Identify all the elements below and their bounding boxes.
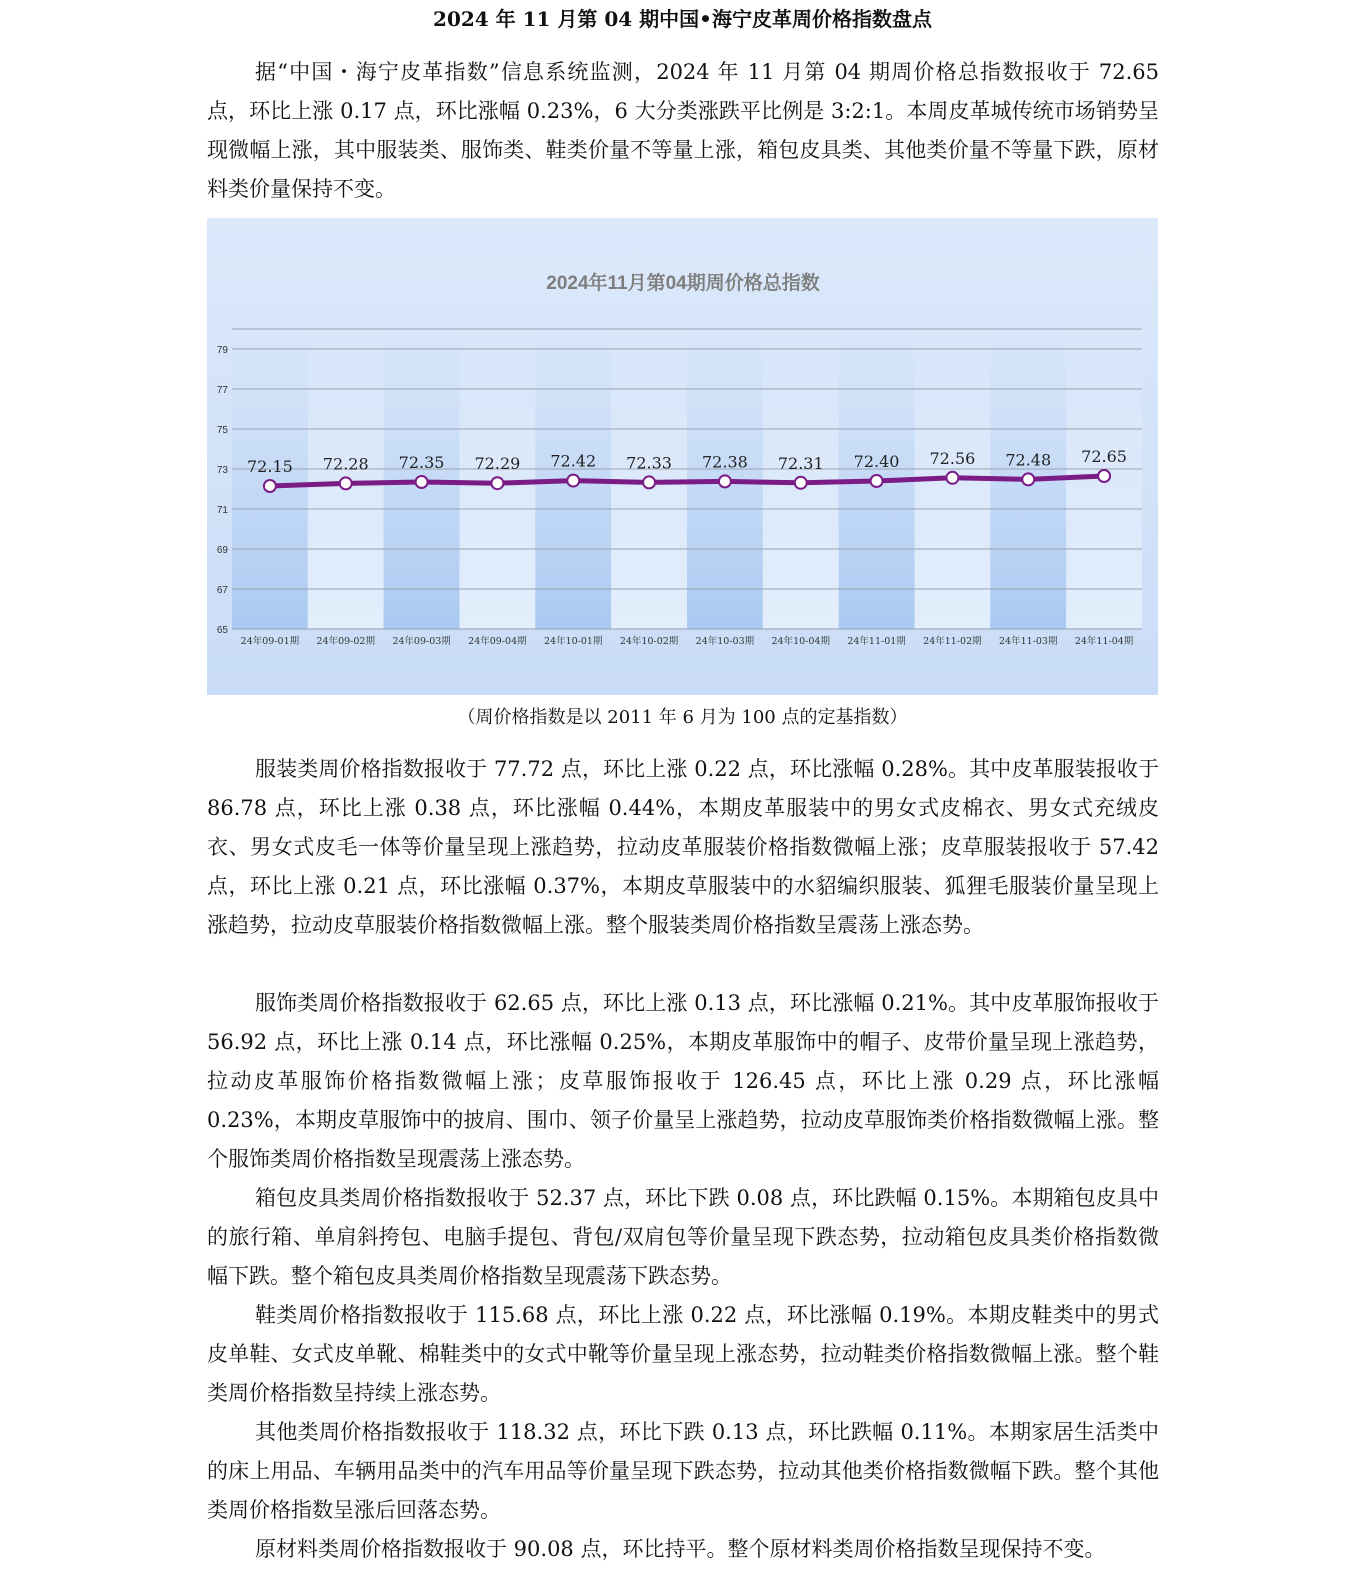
data-point <box>340 477 352 489</box>
y-tick-label: 73 <box>216 465 228 476</box>
raw-material-paragraph: 原材料类周价格指数报收于 90.08 点，环比持平。整个原材料类周价格指数呈现保持不变。 <box>255 1537 1106 1561</box>
other-paragraph: 其他类周价格指数报收于 118.32 点，环比下跌 0.13 点，环比跌幅 0.11%。本期家居生活类中的床上用品、车辆用品类中的汽车用品等价量呈现下跌态势，拉动其他类价格指数微幅下跌。整个其他类周价格指数呈涨后回落态势。 <box>207 1420 1159 1522</box>
data-point <box>416 476 428 488</box>
y-tick-label: 69 <box>216 545 228 556</box>
data-point <box>871 475 883 487</box>
x-tick-label: 24年09-01期 <box>240 636 300 647</box>
x-tick-label: 24年11-01期 <box>847 636 906 647</box>
y-tick-label: 77 <box>216 385 228 396</box>
x-tick-label: 24年10-01期 <box>544 636 603 647</box>
data-point <box>491 477 503 489</box>
luggage-paragraph: 箱包皮具类周价格指数报收于 52.37 点，环比下跌 0.08 点，环比跌幅 0.15%。本期箱包皮具中的旅行箱、单肩斜挎包、电脑手提包、背包/双肩包等价量呈现下跌态势，拉动箱包皮具类价格指数微幅下跌。整个箱包皮具类周价格指数呈现震荡下跌态势。 <box>207 1186 1159 1288</box>
data-label: 72.35 <box>398 453 445 472</box>
chart-caption: （周价格指数是以 2011 年 6 月为 100 点的定基指数） <box>457 707 908 728</box>
data-point <box>795 477 807 489</box>
page-title: 2024 年 11 月第 04 期中国•海宁皮革周价格指数盘点 <box>433 7 932 31</box>
data-point <box>1098 470 1110 482</box>
chart-title: 2024年11月第04期周价格总指数 <box>546 273 820 294</box>
accessory-paragraph: 服饰类周价格指数报收于 62.65 点，环比上涨 0.13 点，环比涨幅 0.21%。其中皮革服饰报收于 56.92 点，环比上涨 0.14 点，环比涨幅 0.25%，本期皮革服饰中的帽子、皮带价量呈现上涨趋势，拉动皮革服饰价格指数微幅上涨；皮草服饰报收于 126.45 点，环比上涨 0.29 点，环比涨幅 0.23%，本期皮草服饰中的披肩、围巾、领子价量呈上涨趋势，拉动皮草服饰类价格指数微幅上涨。整个服饰类周价格指数呈现震荡上涨态势。 <box>207 991 1159 1171</box>
shoes-paragraph: 鞋类周价格指数报收于 115.68 点，环比上涨 0.22 点，环比涨幅 0.19%。本期皮鞋类中的男式皮单鞋、女式皮单靴、棉鞋类中的女式中靴等价量呈现上涨态势，拉动鞋类价格指数微幅上涨。整个鞋类周价格指数呈持续上涨态势。 <box>207 1303 1159 1405</box>
data-label: 72.56 <box>929 448 976 468</box>
x-tick-label: 24年11-03期 <box>999 636 1058 647</box>
data-point <box>643 476 655 488</box>
apparel-paragraph: 服装类周价格指数报收于 77.72 点，环比上涨 0.22 点，环比涨幅 0.28%。其中皮革服装报收于 86.78 点，环比上涨 0.38 点，环比涨幅 0.44%，本期皮革服装中的男女式皮棉衣、男女式充绒皮衣、男女式皮毛一体等价量呈现上涨趋势，拉动皮革服装价格指数微幅上涨；皮草服装报收于 57.42 点，环比上涨 0.21 点，环比涨幅 0.37%，本期皮草服装中的水貂编织服装、狐狸毛服装价量呈现上涨趋势，拉动皮草服装价格指数微幅上涨。整个服装类周价格指数呈震荡上涨态势。 <box>207 757 1159 937</box>
x-tick-label: 24年10-02期 <box>619 636 679 647</box>
chart-svg <box>207 218 1158 695</box>
y-tick-label: 65 <box>216 625 228 636</box>
y-tick-label: 71 <box>216 505 228 516</box>
data-label: 72.31 <box>777 453 824 473</box>
data-label: 72.65 <box>1081 447 1127 466</box>
x-tick-label: 24年09-04期 <box>468 636 527 647</box>
y-tick-label: 67 <box>216 585 228 596</box>
data-point <box>946 472 958 484</box>
y-tick-label: 75 <box>216 425 228 436</box>
data-point <box>719 475 731 487</box>
x-tick-label: 24年10-03期 <box>695 636 755 647</box>
data-label: 72.33 <box>626 453 672 473</box>
data-point <box>264 480 276 492</box>
y-tick-label: 79 <box>216 345 228 356</box>
data-point <box>567 475 579 487</box>
data-label: 72.15 <box>247 457 293 476</box>
x-tick-label: 24年11-02期 <box>923 636 982 647</box>
data-point <box>1022 473 1034 485</box>
x-tick-label: 24年11-04期 <box>1074 636 1134 647</box>
data-label: 72.38 <box>702 452 748 472</box>
x-tick-label: 24年09-03期 <box>392 636 451 647</box>
data-label: 72.40 <box>853 452 900 471</box>
data-label: 72.28 <box>322 454 369 474</box>
data-label: 72.48 <box>1005 450 1052 470</box>
data-label: 72.29 <box>474 454 521 474</box>
price-index-chart <box>207 218 1158 695</box>
intro-paragraph: 据“中国・海宁皮革指数”信息系统监测，2024 年 11 月第 04 期周价格总指数报收于 72.65 点，环比上涨 0.17 点，环比涨幅 0.23%，6 大分类涨跌平比例是 3:2:1。本周皮革城传统市场销势呈现微幅上涨，其中服装类、服饰类、鞋类价量不等量上涨，箱包皮具类、其他类价量不等量下跌，原材料类价量保持不变。 <box>207 60 1159 201</box>
x-tick-label: 24年09-02期 <box>316 636 375 647</box>
data-label: 72.42 <box>550 451 597 471</box>
x-tick-label: 24年10-04期 <box>771 636 830 647</box>
